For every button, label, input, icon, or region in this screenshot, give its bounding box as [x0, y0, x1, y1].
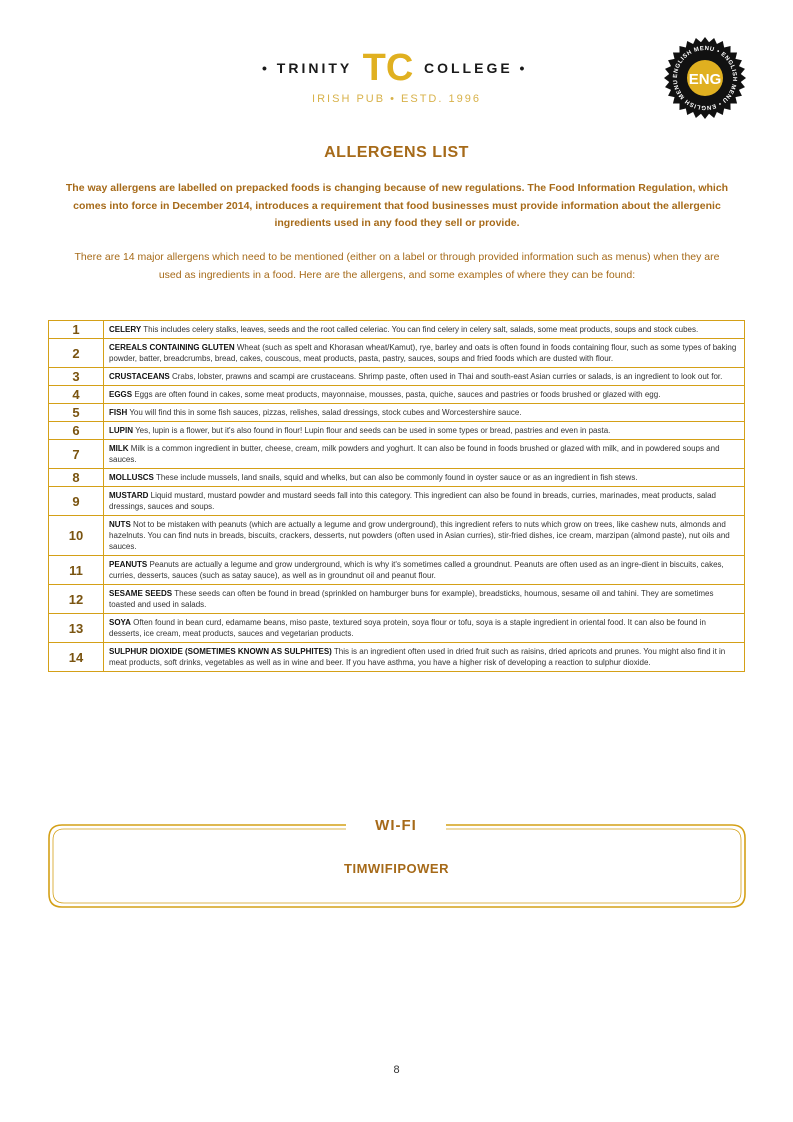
allergen-number: 14	[49, 643, 104, 672]
badge-ring-textpath: ENGLISH MENU • ENGLISH MENU • ENGLISH MENU	[672, 45, 738, 111]
allergen-name: LUPIN	[109, 426, 133, 435]
allergen-description	[104, 614, 745, 643]
badge-text: ENG	[688, 71, 722, 88]
wifi-title: WI-FI	[346, 817, 446, 834]
allergen-name: CELERY	[109, 325, 142, 334]
allergen-number: 4	[49, 386, 104, 404]
allergen-text: Eggs are often found in cakes, some meat products, mayonnaise, mousses, pasta, quiche, sauces and pastries or foods brushed or glazed with egg.	[132, 390, 661, 399]
allergen-description	[104, 440, 745, 469]
allergen-text: Milk is a common ingredient in butter, cheese, cream, milk powders and yoghurt. It can also be found in foods brushed or glazed with milk, and in powdered soups and sauces.	[109, 444, 720, 464]
allergen-text: These seeds can often be found in bread (sprinkled on hamburger buns for example), breadsticks, houmous, sesame oil and tahini. They are sometimes toasted and used in salads.	[109, 589, 714, 609]
allergen-number: 3	[49, 368, 104, 386]
table-row	[49, 404, 745, 422]
allergen-text: Peanuts are actually a legume and grow underground, which is why it's sometimes called a groundnut. Peanuts are often used as an ingre-dient in biscuits, cakes, curries, desserts, sauces (such as satay sauce), as well as in groundnut oil and peanut flour.	[109, 560, 724, 580]
allergen-text: Liquid mustard, mustard powder and mustard seeds fall into this category. This ingredient can also be found in breads, curries, marinades, meat products, salad dressings, sauces and soups.	[109, 491, 716, 511]
allergen-description	[104, 516, 745, 556]
table-row	[49, 643, 745, 672]
allergen-text: Wheat (such as spelt and Khorasan wheat/Kamut), rye, barley and oats is often found in foods containing flour, such as some types of baking powder, batter, breadcrumbs, bread, cakes, couscous, meat products, pasta, pastry, sauces, soups and fried foods which are dusted with flour.	[109, 343, 737, 363]
table-row	[49, 339, 745, 368]
allergen-number: 9	[49, 487, 104, 516]
table-row	[49, 585, 745, 614]
allergen-number: 7	[49, 440, 104, 469]
allergen-number: 5	[49, 404, 104, 422]
header	[0, 0, 793, 120]
brand-subtitle: IRISH PUB • ESTD. 1996	[312, 93, 481, 105]
allergen-number: 6	[49, 422, 104, 440]
brand-row	[262, 46, 532, 89]
table-row	[49, 487, 745, 516]
brand-word-college: COLLEGE •	[424, 60, 528, 76]
allergen-text: Crabs, lobster, prawns and scampi are crustaceans. Shrimp paste, often used in Thai and south-east Asian curries or salads, is an ingredient to look out for.	[169, 372, 723, 381]
allergen-name: CEREALS CONTAINING GLUTEN	[109, 343, 235, 352]
table-row	[49, 440, 745, 469]
allergen-description	[104, 422, 745, 440]
allergen-description	[104, 487, 745, 516]
allergen-description	[104, 339, 745, 368]
table-row	[49, 386, 745, 404]
table-row	[49, 556, 745, 585]
allergens-table-body	[49, 321, 745, 672]
allergen-name: MUSTARD	[109, 491, 149, 500]
allergen-name: FISH	[109, 408, 128, 417]
allergen-name: NUTS	[109, 520, 131, 529]
allergen-description	[104, 386, 745, 404]
allergen-text: Often found in bean curd, edamame beans, miso paste, textured soya protein, soya flour or tofu, soya is a staple ingredient in oriental food. It can also be found in desserts, ice cream, meat products, sauces and vegetarian products.	[109, 618, 706, 638]
allergen-text: This includes celery stalks, leaves, seeds and the root called celeriac. You can find celery in celery salt, salads, some meat products, soups and stock cubes.	[141, 325, 699, 334]
allergen-description	[104, 556, 745, 585]
allergen-name: PEANUTS	[109, 560, 148, 569]
allergen-name: CRUSTACEANS	[109, 372, 170, 381]
page-title: ALLERGENS LIST	[324, 144, 469, 161]
english-menu-badge-icon[interactable]	[663, 36, 747, 120]
allergen-text: These include mussels, land snails, squid and whelks, but can also be commonly found in oyster sauce or as an ingredient in fish stews.	[153, 473, 638, 482]
table-row	[49, 614, 745, 643]
allergen-number: 13	[49, 614, 104, 643]
table-row	[49, 516, 745, 556]
allergen-description	[104, 643, 745, 672]
wifi-network-name: TIMWIFIPOWER	[344, 861, 449, 876]
tc-logo-icon	[362, 46, 414, 89]
allergen-description	[104, 321, 745, 339]
brand-word-trinity: • TRINITY	[262, 60, 353, 76]
allergen-text: This is an ingredient often used in dried fruit such as raisins, dried apricots and prunes. You might also find it in meat products, soft drinks, vegetables as well as in wine and beer. If you have asthma, you have a higher risk of developing a reaction to sulphur dioxide.	[109, 647, 726, 667]
table-row	[49, 469, 745, 487]
allergen-name: SOYA	[109, 618, 131, 627]
allergen-name: SESAME SEEDS	[109, 589, 173, 598]
allergens-table	[48, 320, 745, 672]
allergen-number: 8	[49, 469, 104, 487]
allergen-name: SULPHUR DIOXIDE (SOMETIMES KNOWN AS SULPHITES)	[109, 647, 332, 656]
allergen-number: 1	[49, 321, 104, 339]
allergen-description	[104, 469, 745, 487]
allergen-number: 2	[49, 339, 104, 368]
intro-paragraph-1: The way allergens are labelled on prepacked foods is changing because of new regulations. The Food Information Regulation, which comes into force in December 2014, introduces a requirement that food businesses must provide information about the allergenic ingredients used in any food they sell or provide.	[65, 182, 729, 229]
allergen-number: 12	[49, 585, 104, 614]
table-row	[49, 422, 745, 440]
tc-logo-text: TC	[362, 47, 414, 89]
allergen-text: Yes, lupin is a flower, but it's also found in flour! Lupin flour and seeds can be used in some types or bread, pastries and even in pasta.	[133, 426, 611, 435]
page-number: 8	[393, 1064, 400, 1076]
allergen-name: EGGS	[109, 390, 133, 399]
table-row	[49, 368, 745, 386]
allergen-name: MILK	[109, 444, 129, 453]
allergen-description	[104, 585, 745, 614]
allergen-description	[104, 404, 745, 422]
allergen-name: MOLLUSCS	[109, 473, 154, 482]
intro-paragraph-2: There are 14 major allergens which need to be mentioned (either on a label or through provided information such as menus) when they are used as ingredients in a food. Here are the allergens, and some examples of where they can be found:	[74, 251, 720, 281]
allergen-text: Not to be mistaken with peanuts (which are actually a legume and grow underground), this ingredient refers to nuts which grow on trees, like cashew nuts, almonds and hazelnuts. You can find nuts in breads, biscuits, crackers, desserts, nut powders (often used in Asian curries), stir-fried dishes, ice cream, marzipan (almond paste), nut oils and sauces.	[109, 520, 730, 551]
allergen-description	[104, 368, 745, 386]
table-row	[49, 321, 745, 339]
allergen-number: 10	[49, 516, 104, 556]
allergen-text: You will find this in some fish sauces, pizzas, relishes, salad dressings, stock cubes and Worcestershire sauce.	[127, 408, 522, 417]
allergen-number: 11	[49, 556, 104, 585]
